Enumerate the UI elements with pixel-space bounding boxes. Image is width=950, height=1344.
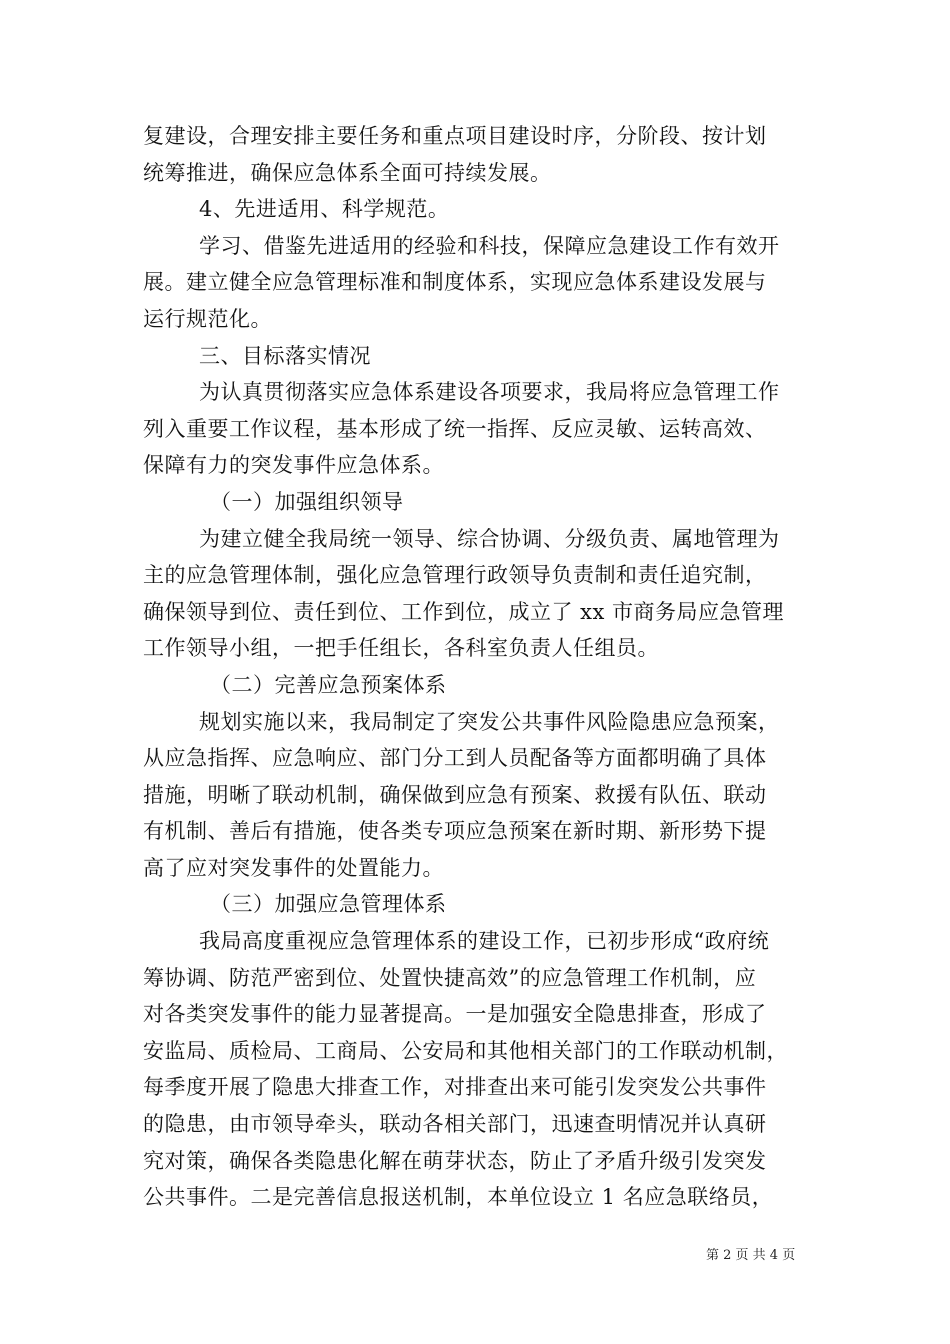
text-line: 安监局、质检局、工商局、公安局和其他相关部门的工作联动机制，	[143, 1038, 788, 1063]
text-line: 复建设，合理安排主要任务和重点项目建设时序，分阶段、按计划	[143, 124, 767, 148]
text-line: 究对策，确保各类隐患化解在萌芽状态，防止了矛盾升级引发突发	[143, 1148, 767, 1173]
text-line: 规划实施以来，我局制定了突发公共事件风险隐患应急预案，	[199, 709, 780, 734]
text-line: 运行规范化。	[143, 306, 272, 331]
text-line: 展。建立健全应急管理标准和制度体系，实现应急体系建设发展与	[143, 270, 767, 295]
text-line: 公共事件。二是完善信息报送机制，本单位设立 1 名应急联络员，	[143, 1185, 774, 1210]
text-line: 主的应急管理体制，强化应急管理行政领导负责制和责任追究制，	[143, 563, 767, 588]
text-line: 对各类突发事件的能力显著提高。一是加强安全隐患排查，形成了	[143, 1002, 767, 1027]
text-line: 学习、借鉴先进适用的经验和科技，保障应急建设工作有效开	[199, 233, 780, 258]
page-number-footer: 第 2 页 共 4 页	[706, 1248, 796, 1263]
section-heading: 4、先进适用、科学规范。	[199, 197, 450, 222]
text-line: 确保领导到位、责任到位、工作到位，成立了 xx 市商务局应急管理	[143, 599, 785, 624]
text-line: 为认真贯彻落实应急体系建设各项要求，我局将应急管理工作	[199, 380, 780, 405]
text-line: 工作领导小组，一把手任组长，各科室负责人任组员。	[143, 636, 659, 661]
text-line: 有机制、善后有措施，使各类专项应急预案在新时期、新形势下提	[143, 819, 767, 844]
text-line: 从应急指挥、应急响应、部门分工到人员配备等方面都明确了具体	[143, 746, 767, 771]
text-line: 的隐患，由市领导牵头，联动各相关部门，迅速查明情况并认真研	[143, 1112, 767, 1137]
text-line: 统筹推进，确保应急体系全面可持续发展。	[143, 160, 552, 185]
text-line: 我局高度重视应急管理体系的建设工作，已初步形成“政府统	[199, 929, 770, 954]
text-line: 措施，明晰了联动机制，确保做到应急有预案、救援有队伍、联动	[143, 782, 767, 807]
text-line: 每季度开展了隐患大排查工作，对排查出来可能引发突发公共事件	[143, 1075, 767, 1100]
section-heading: 三、目标落实情况	[199, 343, 371, 368]
section-heading: （二）完善应急预案体系	[210, 672, 447, 697]
text-line: 筹协调、防范严密到位、处置快捷高效”的应急管理工作机制，应	[143, 965, 757, 990]
text-line: 为建立健全我局统一领导、综合协调、分级负责、属地管理为	[199, 526, 780, 551]
text-line: 列入重要工作议程，基本形成了统一指挥、反应灵敏、运转高效、	[143, 416, 767, 441]
text-line: 保障有力的突发事件应急体系。	[143, 453, 444, 478]
text-line: 高了应对突发事件的处置能力。	[143, 855, 444, 880]
section-heading: （一）加强组织领导	[210, 489, 404, 514]
section-heading: （三）加强应急管理体系	[210, 892, 447, 917]
document-body	[143, 118, 808, 1216]
